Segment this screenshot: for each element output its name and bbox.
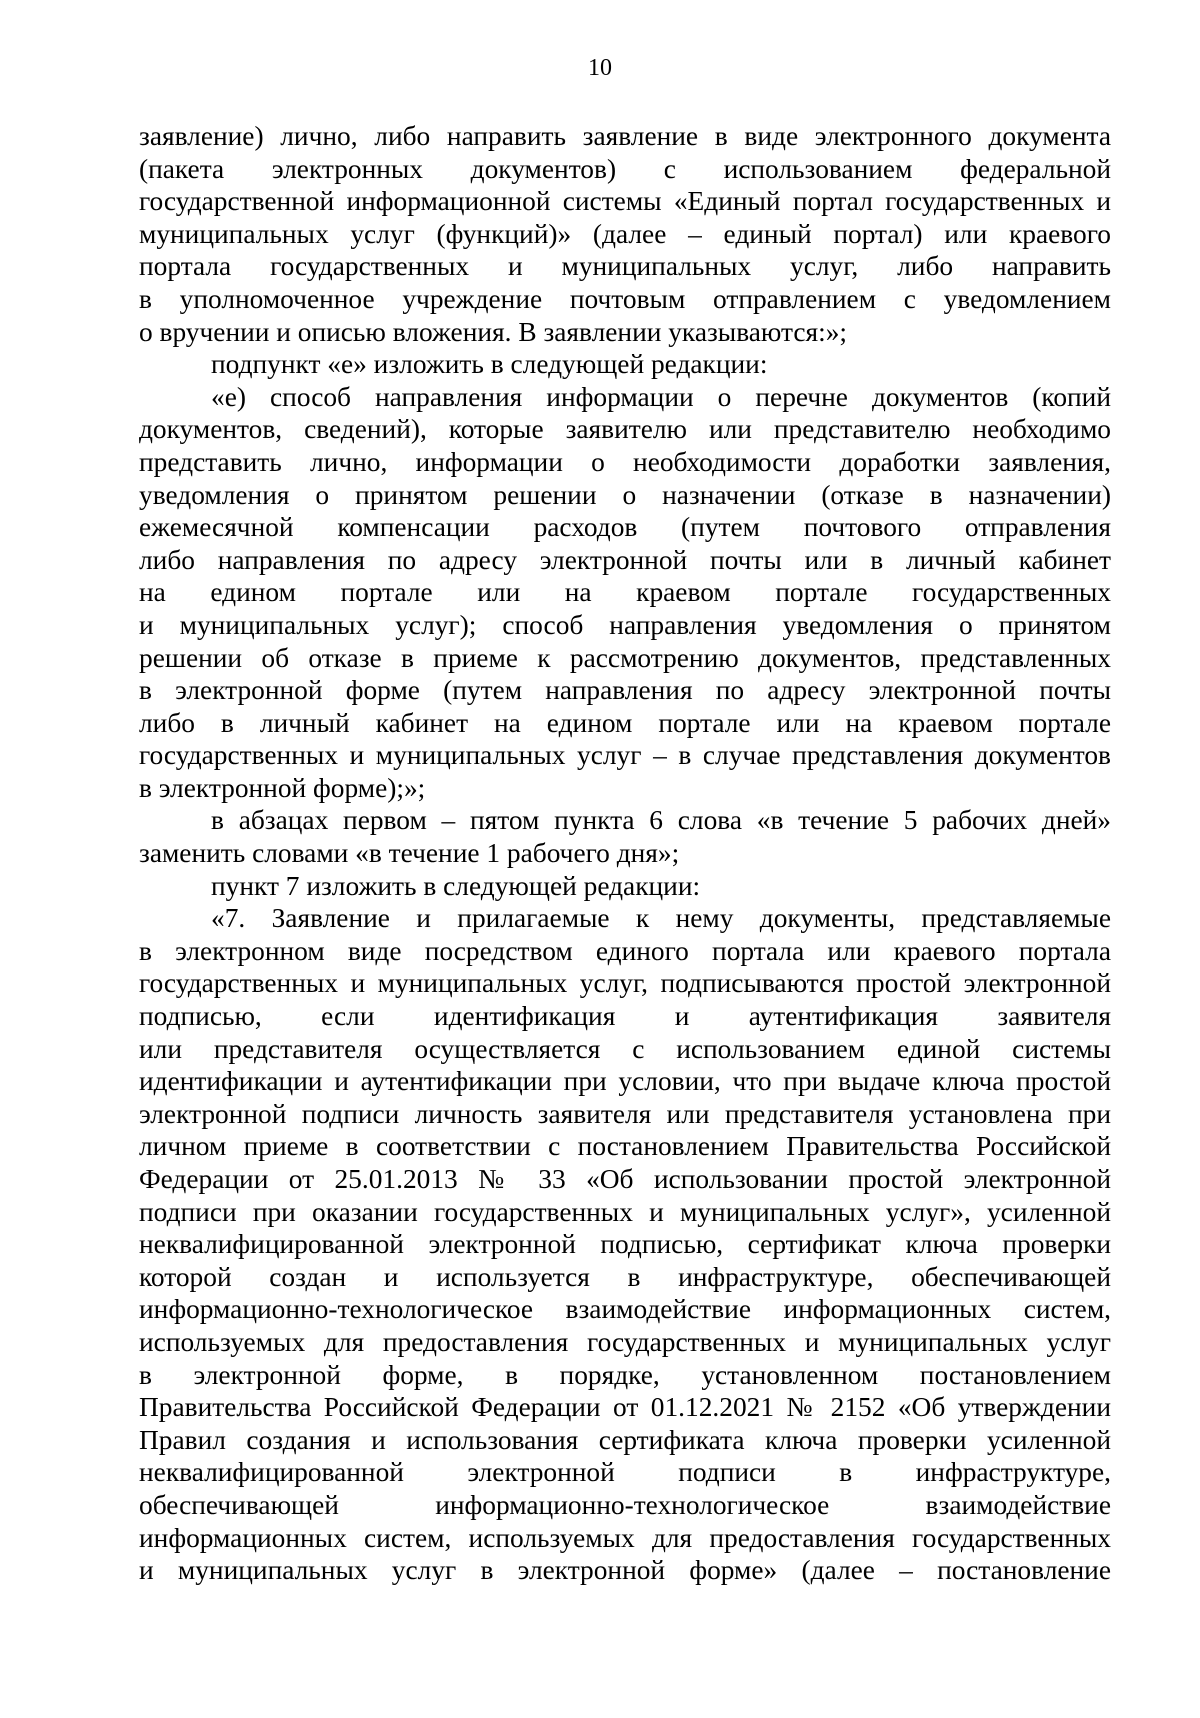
text-line: подписью, если идентификация и аутентификация заявителя (139, 1001, 1111, 1032)
text-line: муниципальных услуг (функций)» (далее – единый портал) или краевого (139, 218, 1111, 249)
text-line: в электронном виде посредством единого портала или краевого портала (139, 935, 1111, 966)
text-line: заявление) лично, либо направить заявление в виде электронного документа (139, 121, 1111, 151)
text-line: государственной информационной системы «Единый портал государственных и (139, 186, 1111, 217)
text-line: неквалифицированной электронной подписи в инфраструктуре, (139, 1457, 1111, 1488)
text-line: государственных и муниципальных услуг – в случае представления документов (139, 740, 1111, 771)
text-line: Федерации от 25.01.2013 № 33 «Об использовании простой электронной (139, 1164, 1111, 1194)
text-line: в электронной форме);»; (139, 772, 426, 803)
text-line: документов, сведений), которые заявителю или представителю необходимо (139, 414, 1111, 445)
text-line: и муниципальных услуг); способ направления уведомления о принятом (139, 609, 1111, 640)
text-line: или представителя осуществляется с использованием единой системы (139, 1033, 1111, 1064)
text-line: (пакета электронных документов) с использованием федеральной (139, 153, 1111, 184)
text-line: и муниципальных услуг в электронной форме» (далее – постановление (139, 1555, 1111, 1586)
text-line: неквалифицированной электронной подписью, сертификат ключа проверки (139, 1229, 1111, 1260)
text-line: портала государственных и муниципальных услуг, либо направить (139, 251, 1111, 282)
text-line: решении об отказе в приеме к рассмотрению документов, представленных (139, 642, 1111, 673)
text-line: используемых для предоставления государственных и муниципальных услуг (139, 1326, 1111, 1357)
text-line: либо направления по адресу электронной почты или в личный кабинет (139, 544, 1111, 575)
text-line: Правительства Российской Федерации от 01.12.2021 № 2152 «Об утверждении (139, 1392, 1111, 1423)
text-line: информационных систем, используемых для предоставления государственных (139, 1522, 1111, 1553)
text-line: Правил создания и использования сертификата ключа проверки усиленной (139, 1424, 1111, 1455)
text-line: о вручении и описью вложения. В заявлении указываются:»; (139, 316, 848, 347)
text-line: подписи при оказании государственных и муниципальных услуг», усиленной (139, 1196, 1111, 1227)
text-line: которой создан и используется в инфраструктуре, обеспечивающей (139, 1261, 1111, 1292)
text-line: либо в личный кабинет на едином портале или на краевом портале (139, 707, 1111, 738)
text-line: ежемесячной компенсации расходов (путем почтового отправления (139, 512, 1111, 543)
text-line: представить лично, информации о необходимости доработки заявления, (139, 446, 1111, 477)
text-line: пункт 7 изложить в следующей редакции: (211, 870, 701, 901)
text-line: в уполномоченное учреждение почтовым отправлением с уведомлением (139, 283, 1111, 314)
text-line: информационно-технологическое взаимодействие информационных систем, (139, 1294, 1111, 1325)
text-line: в абзацах первом – пятом пункта 6 слова «в течение 5 рабочих дней» (211, 805, 1111, 836)
text-line: уведомления о принятом решении о назначении (отказе в назначении) (139, 479, 1111, 510)
text-line: заменить словами «в течение 1 рабочего дня»; (139, 838, 680, 869)
text-line: «7. Заявление и прилагаемые к нему документы, представляемые (211, 903, 1111, 934)
text-line: «е) способ направления информации о перечне документов (копий (211, 381, 1111, 412)
text-line: на едином портале или на краевом портале государственных (139, 577, 1111, 608)
text-line: в электронной форме (путем направления по адресу электронной почты (139, 675, 1111, 706)
text-line: обеспечивающей информационно-технологическое взаимодействие (139, 1489, 1111, 1520)
text-line: подпункт «е» изложить в следующей редакции: (211, 349, 768, 380)
text-line: электронной подписи личность заявителя или представителя установлена при (139, 1098, 1111, 1129)
text-line: в электронной форме, в порядке, установленном постановлением (139, 1359, 1111, 1390)
document-body (139, 120, 1111, 1587)
text-line: идентификации и аутентификации при условии, что при выдаче ключа простой (139, 1066, 1111, 1097)
text-line: личном приеме в соответствии с постановлением Правительства Российской (139, 1131, 1111, 1162)
text-line: государственных и муниципальных услуг, подписываются простой электронной (139, 968, 1111, 999)
page-number: 10 (588, 55, 612, 81)
